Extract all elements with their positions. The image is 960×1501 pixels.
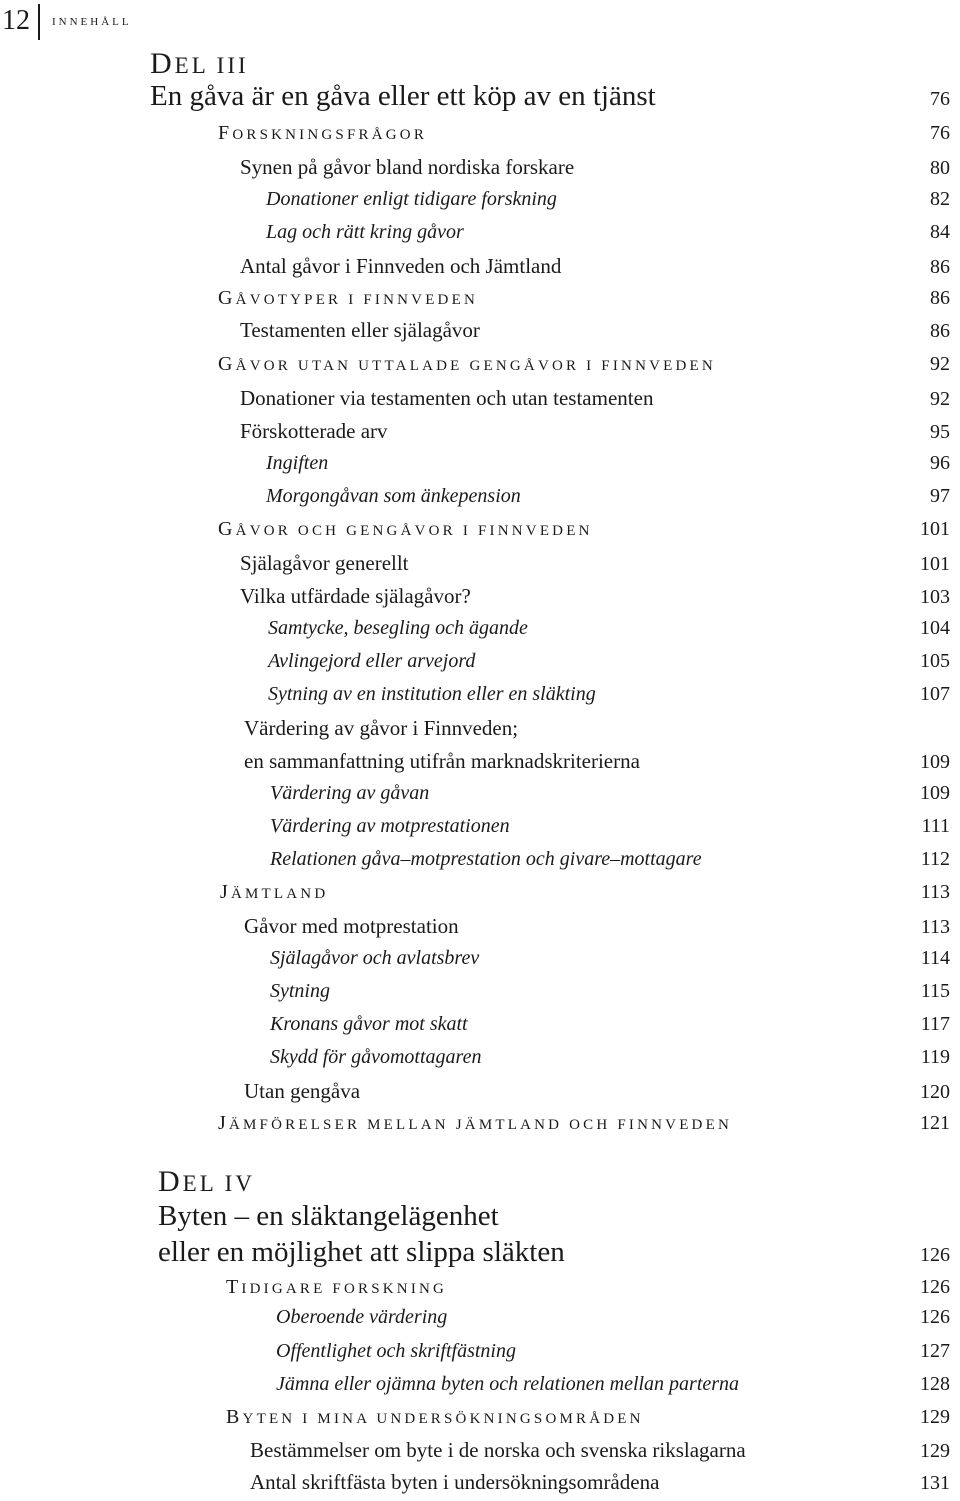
toc-entry: JÄMFÖRELSER MELLAN JÄMTLAND OCH FINNVEDEN 121 [218, 1112, 950, 1134]
toc-entry: Skydd för gåvomottagaren 119 [270, 1046, 950, 1068]
toc-entry: Jämna eller ojämna byten och relationen mellan parterna 128 [276, 1373, 950, 1395]
toc-entry: Avlingejord eller arvejord 105 [268, 650, 950, 672]
toc-entry: Bestämmelser om byte i de norska och svenska rikslagarna 129 [250, 1438, 950, 1462]
toc-entry: en sammanfattning utifrån marknadskriterierna 109 [244, 749, 950, 773]
toc-entry: Kronans gåvor mot skatt 117 [270, 1013, 950, 1035]
part-title: DEL IV [158, 1165, 255, 1198]
toc-entry: GÅVOR UTAN UTTALADE GENGÅVOR I FINNVEDEN 92 [218, 353, 950, 375]
toc-entry: Utan gengåva 120 [244, 1079, 950, 1103]
toc-entry: Förskotterade arv 95 [240, 419, 950, 443]
toc-entry: Värdering av gåvan 109 [270, 782, 950, 804]
toc-entry: Sytning 115 [270, 980, 950, 1002]
toc-entry: En gåva är en gåva eller ett köp av en tjänst 76 [150, 80, 950, 112]
toc-entry: Antal skriftfästa byten i undersökningsområdena 131 [250, 1470, 950, 1494]
toc-entry: Morgongåvan som änkepension 97 [266, 485, 950, 507]
toc-entry: Relationen gåva–motprestation och givare–mottagare 112 [270, 848, 950, 870]
toc-entry: Gåvor med motprestation 113 [244, 914, 950, 938]
toc-entry: Donationer enligt tidigare forskning 82 [266, 188, 950, 210]
toc-entry: Sytning av en institution eller en släkting 107 [268, 683, 950, 705]
page-number: 12 [2, 5, 30, 36]
toc-entry: GÅVOTYPER I FINNVEDEN 86 [218, 287, 950, 309]
part-title: DEL III [150, 47, 249, 80]
toc-entry: Själagåvor och avlatsbrev 114 [270, 947, 950, 969]
running-title: INNEHÅLL [52, 16, 132, 28]
toc-entry: Offentlighet och skriftfästning 127 [276, 1340, 950, 1362]
toc-entry: TIDIGARE FORSKNING 126 [226, 1276, 950, 1298]
toc-entry: Värdering av motprestationen 111 [270, 815, 950, 837]
toc-entry: eller en möjlighet att slippa släkten 126 [158, 1236, 950, 1268]
header-divider [38, 4, 40, 40]
toc-entry: Donationer via testamenten och utan testamenten 92 [240, 386, 950, 410]
toc-entry: Byten – en släktangelägenhet [158, 1200, 499, 1232]
toc-entry: FORSKNINGSFRÅGOR 76 [218, 122, 950, 144]
toc-entry: Lag och rätt kring gåvor 84 [266, 221, 950, 243]
toc-entry: Själagåvor generellt 101 [240, 551, 950, 575]
running-header [0, 4, 300, 40]
toc-entry: Antal gåvor i Finnveden och Jämtland 86 [240, 254, 950, 278]
toc-entry: Samtycke, besegling och ägande 104 [268, 617, 950, 639]
toc-entry: BYTEN I MINA UNDERSÖKNINGSOMRÅDEN 129 [226, 1406, 950, 1428]
toc-entry: Oberoende värdering 126 [276, 1306, 950, 1328]
toc-entry: Värdering av gåvor i Finnveden; [244, 716, 519, 740]
toc-entry: GÅVOR OCH GENGÅVOR I FINNVEDEN 101 [218, 518, 950, 540]
toc-entry: Synen på gåvor bland nordiska forskare 80 [240, 155, 950, 179]
toc-entry: Testamenten eller själagåvor 86 [240, 318, 950, 342]
toc-entry: Ingiften 96 [266, 452, 950, 474]
toc-entry: Vilka utfärdade själagåvor? 103 [240, 584, 950, 608]
toc-entry: JÄMTLAND 113 [220, 881, 950, 903]
